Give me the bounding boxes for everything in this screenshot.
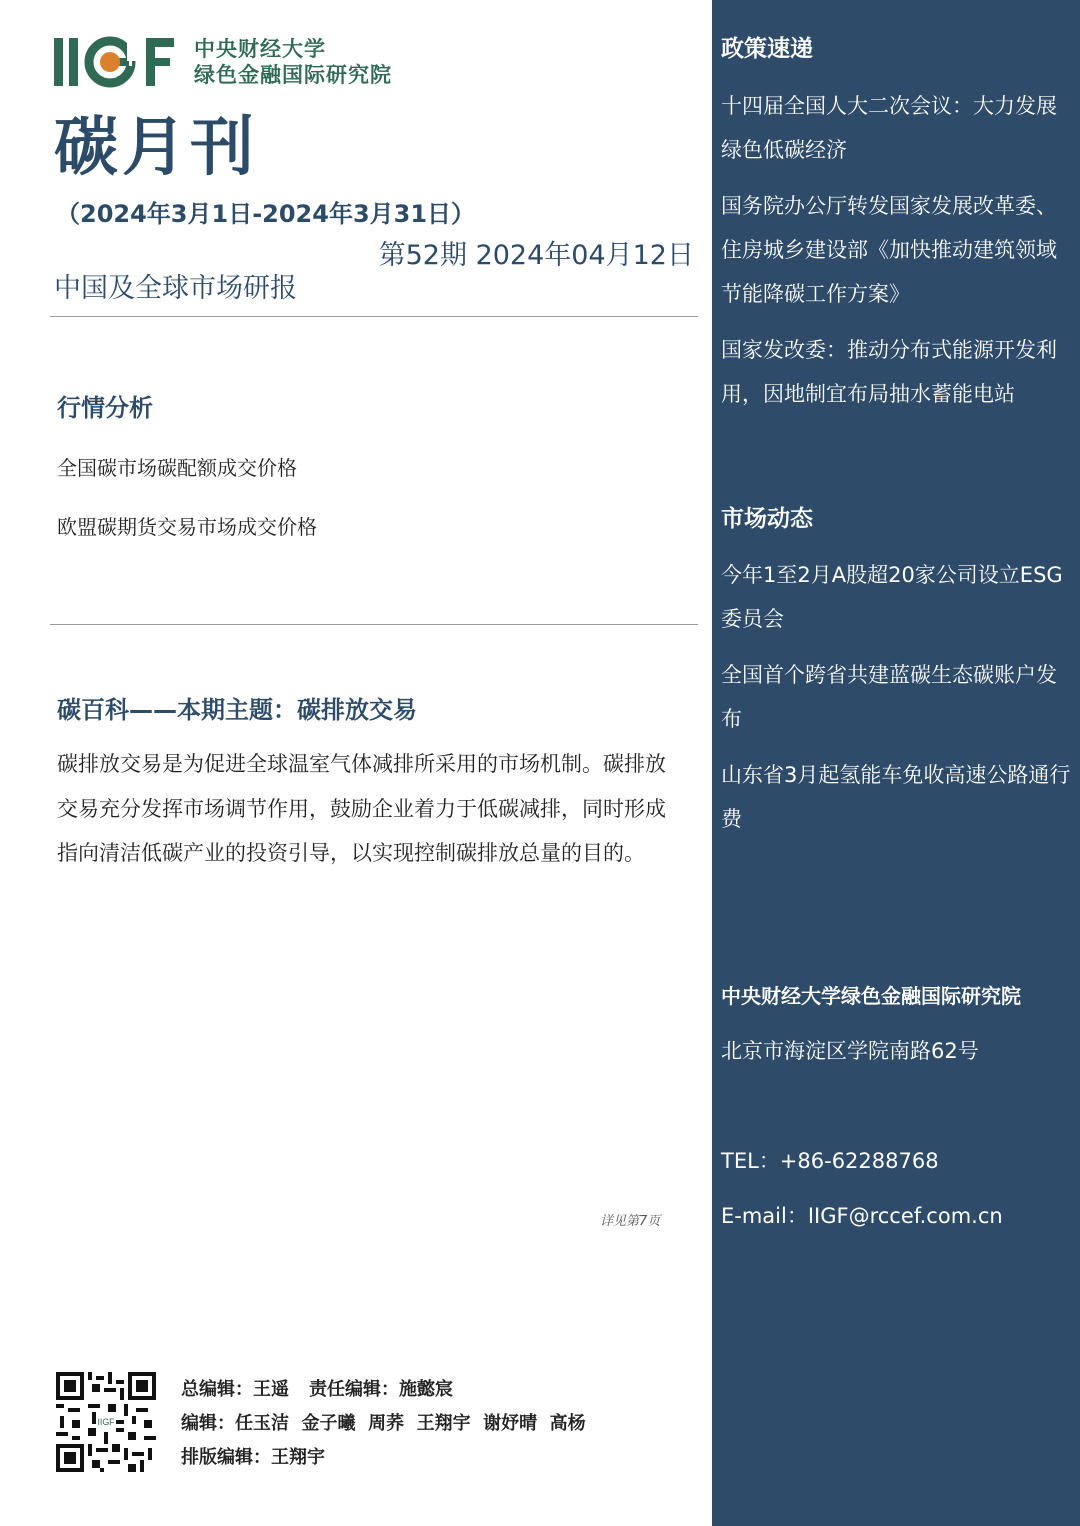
encyclopedia-body: 碳排放交易是为促进全球温室气体减排所采用的市场机制。碳排放交易充分发挥市场调节作用，鼓励企业着力于低碳减排，同时形成指向清洁低碳产业的投资引导，以实现控制碳排放总量的目的。 — [57, 752, 666, 865]
policy-item[interactable]: 国家发改委：推动分布式能源开发利用，因地制宜布局抽水蓄能电站 — [721, 338, 1057, 406]
chief-editor: 总编辑：王遥 — [181, 1379, 289, 1400]
market-news-item[interactable]: 山东省3月起氢能车免收高速公路通行费 — [721, 763, 1071, 831]
policy-item[interactable]: 十四届全国人大二次会议：大力发展绿色低碳经济 — [721, 94, 1057, 162]
encyclopedia-heading: 碳百科——本期主题：碳排放交易 — [57, 696, 417, 724]
editorial-credits — [181, 1373, 586, 1475]
market-news-item[interactable]: 今年1至2月A股超20家公司设立ESG委员会 — [721, 563, 1063, 631]
market-analysis-heading: 行情分析 — [57, 394, 153, 422]
market-news-item[interactable]: 全国首个跨省共建蓝碳生态碳账户发布 — [721, 663, 1057, 731]
institute-name-line1: 中央财经大学 — [194, 37, 326, 61]
report-period: （2024年3月1日-2024年3月31日） — [56, 200, 476, 228]
qr-code-icon — [56, 1372, 156, 1472]
institute-name — [194, 36, 392, 88]
contact-address: 北京市海淀区学院南路62号 — [721, 1039, 979, 1063]
iigf-logo-icon — [54, 36, 176, 88]
divider — [50, 316, 698, 317]
responsible-editor: 责任编辑：施懿宸 — [309, 1379, 453, 1400]
editors: 编辑：任玉洁 金子曦 周荞 王翔宇 谢妤晴 高杨 — [181, 1413, 586, 1434]
institute-logo — [54, 36, 414, 92]
institute-name-line2: 绿色金融国际研究院 — [194, 63, 392, 87]
market-news-heading: 市场动态 — [721, 506, 813, 532]
report-subtitle: 中国及全球市场研报 — [54, 273, 297, 304]
contact-email[interactable]: E-mail：IIGF@rccef.com.cn — [721, 1204, 1003, 1228]
contact-org: 中央财经大学绿色金融国际研究院 — [721, 984, 1021, 1008]
page-title: 碳月刊 — [54, 111, 258, 185]
market-analysis-item[interactable]: 欧盟碳期货交易市场成交价格 — [57, 515, 317, 539]
sidebar — [712, 0, 1080, 1526]
policy-heading: 政策速递 — [721, 36, 813, 62]
see-page-link[interactable]: 详见第7页 — [600, 1214, 661, 1229]
policy-item[interactable]: 国务院办公厅转发国家发展改革委、住房城乡建设部《加快推动建筑领域节能降碳工作方案》 — [721, 194, 1057, 306]
market-analysis-item[interactable]: 全国碳市场碳配额成交价格 — [57, 456, 297, 480]
divider — [50, 624, 698, 625]
layout-editor: 排版编辑：王翔宇 — [181, 1447, 325, 1468]
contact-tel: TEL：+86-62288768 — [721, 1149, 939, 1173]
issue-info: 第52期 2024年04月12日 — [378, 240, 694, 271]
qr-logo-label: IIGF — [97, 1416, 115, 1427]
